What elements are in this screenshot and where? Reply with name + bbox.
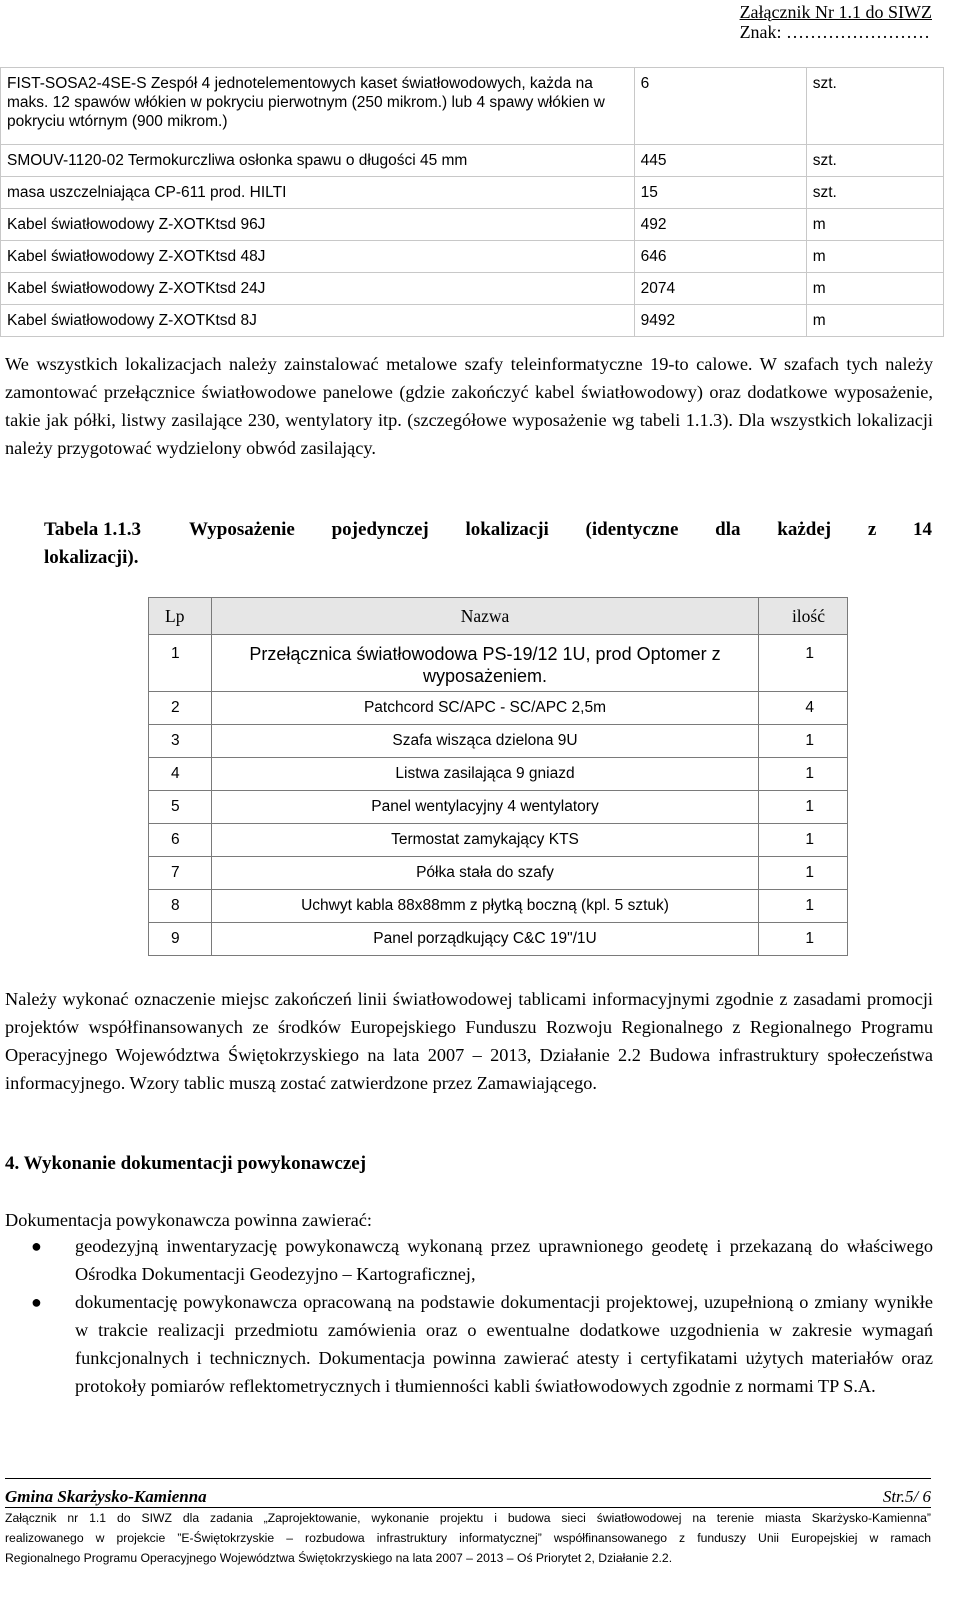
row-qty: 1 xyxy=(759,923,848,956)
row-lp: 3 xyxy=(149,725,212,758)
material-qty: 2074 xyxy=(634,273,806,305)
bullet-icon: ● xyxy=(31,1236,42,1256)
equipment-table xyxy=(148,597,848,956)
material-unit: szt. xyxy=(806,145,943,177)
material-name: SMOUV-1120-02 Termokurczliwa osłonka spawu o długości 45 mm xyxy=(1,145,635,177)
annex-label: Załącznik Nr 1.1 do SIWZ xyxy=(739,2,932,22)
footer-line: Regionalnego Programu Operacyjnego Województwa Świętokrzyskiego na lata 2007 – 2013 – Oś Priorytet 2, Działanie 2.2. xyxy=(5,1551,673,1565)
row-name: Szafa wisząca dzielona 9U xyxy=(212,725,759,758)
table-row xyxy=(1,241,944,273)
material-qty: 15 xyxy=(634,177,806,209)
row-qty: 1 xyxy=(759,635,848,692)
paragraph-cabinets: We wszystkich lokalizacjach należy zainstalować metalowe szafy teleinformatyczne 19-to calowe. W szafach tych należy zamontować przełącznice światłowodowe panelowe (gdzie zakończyć kabel światłowodowy) oraz dodatkowe wyposażenie, takie jak półki, listwy zasilające 230, wentylatory itp. (szczegółowe wyposażenie wg tabeli 1.1.3). Dla wszystkich lokalizacji należy przygotować wydzielony obwód zasilający. xyxy=(5,354,933,458)
reference-mark: Znak: …………………… xyxy=(739,22,931,42)
table-row xyxy=(149,791,848,824)
header-qty: ilość xyxy=(759,598,848,635)
row-lp: 8 xyxy=(149,890,212,923)
row-name: Patchcord SC/APC - SC/APC 2,5m xyxy=(212,692,759,725)
table-row xyxy=(149,890,848,923)
row-qty: 1 xyxy=(759,824,848,857)
row-lp: 6 xyxy=(149,824,212,857)
material-unit: m xyxy=(806,241,943,273)
table-row xyxy=(1,305,944,337)
page-footer xyxy=(5,1478,931,1568)
list-item-text: geodezyjną inwentaryzację powykonawczą wykonaną przez uprawnionego geodetę i przekazaną do właściwego Ośrodka Dokumentacji Geodezyjno – Kartograficznej, xyxy=(75,1236,933,1284)
row-lp: 1 xyxy=(149,635,212,692)
row-name: Listwa zasilająca 9 gniazd xyxy=(212,758,759,791)
row-qty: 4 xyxy=(759,692,848,725)
row-lp: 2 xyxy=(149,692,212,725)
table-row xyxy=(1,273,944,305)
table-row xyxy=(149,857,848,890)
row-qty: 1 xyxy=(759,791,848,824)
table-caption xyxy=(44,516,932,572)
footer-org: Gmina Skarżysko-Kamienna xyxy=(5,1487,207,1506)
row-name: Panel wentylacyjny 4 wentylatory xyxy=(212,791,759,824)
table-title: Wyposażenie pojedynczej lokalizacji (identyczne dla każdej z 14 xyxy=(188,519,932,540)
table-row xyxy=(149,692,848,725)
material-name: masa uszczelniająca CP-611 prod. HILTI xyxy=(1,177,635,209)
table-row xyxy=(1,177,944,209)
material-qty: 646 xyxy=(634,241,806,273)
table-header-row xyxy=(149,598,848,635)
material-name: FIST-SOSA2-4SE-S Zespół 4 jednotelementowych kaset światłowodowych, każda na maks. 12 spawów włókien w pokryciu pierwotnym (250 mikrom.) lub 4 spawy włókien w pokryciu wtórnym (900 mikrom.) xyxy=(1,68,635,145)
row-name: Przełącznica światłowodowa PS-19/12 1U, prod Optomer z wyposażeniem. xyxy=(212,635,759,692)
material-qty: 492 xyxy=(634,209,806,241)
row-qty: 1 xyxy=(759,758,848,791)
list-item xyxy=(5,1232,933,1288)
material-unit: szt. xyxy=(806,68,943,145)
bullet-icon: ● xyxy=(31,1292,42,1312)
row-name: Uchwyt kabla 88x88mm z płytką boczną (kpl. 5 sztuk) xyxy=(212,890,759,923)
material-name: Kabel światłowodowy Z-XOTKtsd 8J xyxy=(1,305,635,337)
table-row xyxy=(149,725,848,758)
material-qty: 9492 xyxy=(634,305,806,337)
material-unit: m xyxy=(806,305,943,337)
row-lp: 4 xyxy=(149,758,212,791)
page-number: Str.5/ 6 xyxy=(882,1487,931,1506)
material-qty: 6 xyxy=(634,68,806,145)
row-name: Termostat zamykający KTS xyxy=(212,824,759,857)
table-label: Tabela 1.1.3 xyxy=(44,519,141,540)
table-title-continued: lokalizacji). xyxy=(44,547,139,568)
document-header xyxy=(740,2,932,42)
row-qty: 1 xyxy=(759,857,848,890)
header-name: Nazwa xyxy=(212,598,759,635)
paragraph-signage: Należy wykonać oznaczenie miejsc zakończeń linii światłowodowej tablicami informacyjnymi zgodnie z zasadami promocji projektów współfinansowanych ze środków Europejskiego Funduszu Rozwoju Regionalnego z Regionalnego Programu Operacyjnego Województwa Świętokrzyskiego na lata 2007 – 2013, Działanie 2.2 Budowa infrastruktury społeczeństwa informacyjnego. Wzory tablic muszą zostać zatwierdzone przez Zamawiającego. xyxy=(5,989,933,1093)
row-name: Półka stała do szafy xyxy=(212,857,759,890)
list-item xyxy=(5,1288,933,1400)
header-lp: Lp xyxy=(149,598,212,635)
row-name: Panel porządkujący C&C 19"/1U xyxy=(212,923,759,956)
list-item-text: dokumentację powykonawcza opracowaną na podstawie dokumentacji projektowej, uzupełnioną o zmiany wynikłe w trakcie realizacji przedmiotu zamówienia oraz o ewentualne dodatkowe uzgodnienia w zakresie wymagań funkcjonalnych i technicznych. Dokumentacja powinna zawierać atesty i certyfikatami użytych materiałów oraz protokoły pomiarów reflektometrycznych i tłumienności kabli światłowodowych zgodnie z normami TP S.A. xyxy=(75,1292,933,1396)
material-name: Kabel światłowodowy Z-XOTKtsd 96J xyxy=(1,209,635,241)
material-name: Kabel światłowodowy Z-XOTKtsd 48J xyxy=(1,241,635,273)
material-unit: szt. xyxy=(806,177,943,209)
requirements-list xyxy=(5,1232,933,1400)
paragraph-docs-intro: Dokumentacja powykonawcza powinna zawierać: xyxy=(5,1210,372,1230)
material-name: Kabel światłowodowy Z-XOTKtsd 24J xyxy=(1,273,635,305)
table-row xyxy=(1,145,944,177)
footer-line: realizowanego w projekcie ”E-Świętokrzyskie – rozbudowa infrastruktury informatycznej” współfinansowanego z funduszy Unii Europejskiej w ramach xyxy=(5,1531,931,1545)
footer-line: Załącznik nr 1.1 do SIWZ dla zadania „Zaprojektowanie, wykonanie projektu i budowa sieci światłowodowej na terenie miasta Skarżysko-Kamienna” xyxy=(5,1511,931,1525)
table-row xyxy=(149,758,848,791)
row-lp: 7 xyxy=(149,857,212,890)
material-qty: 445 xyxy=(634,145,806,177)
table-row xyxy=(149,635,848,692)
row-qty: 1 xyxy=(759,725,848,758)
material-unit: m xyxy=(806,209,943,241)
material-unit: m xyxy=(806,273,943,305)
table-row xyxy=(149,824,848,857)
row-qty: 1 xyxy=(759,890,848,923)
section-heading: 4. Wykonanie dokumentacji powykonawczej xyxy=(5,1153,367,1174)
table-row xyxy=(1,209,944,241)
table-row xyxy=(1,68,944,145)
materials-table xyxy=(0,67,944,337)
row-lp: 9 xyxy=(149,923,212,956)
row-lp: 5 xyxy=(149,791,212,824)
table-row xyxy=(149,923,848,956)
